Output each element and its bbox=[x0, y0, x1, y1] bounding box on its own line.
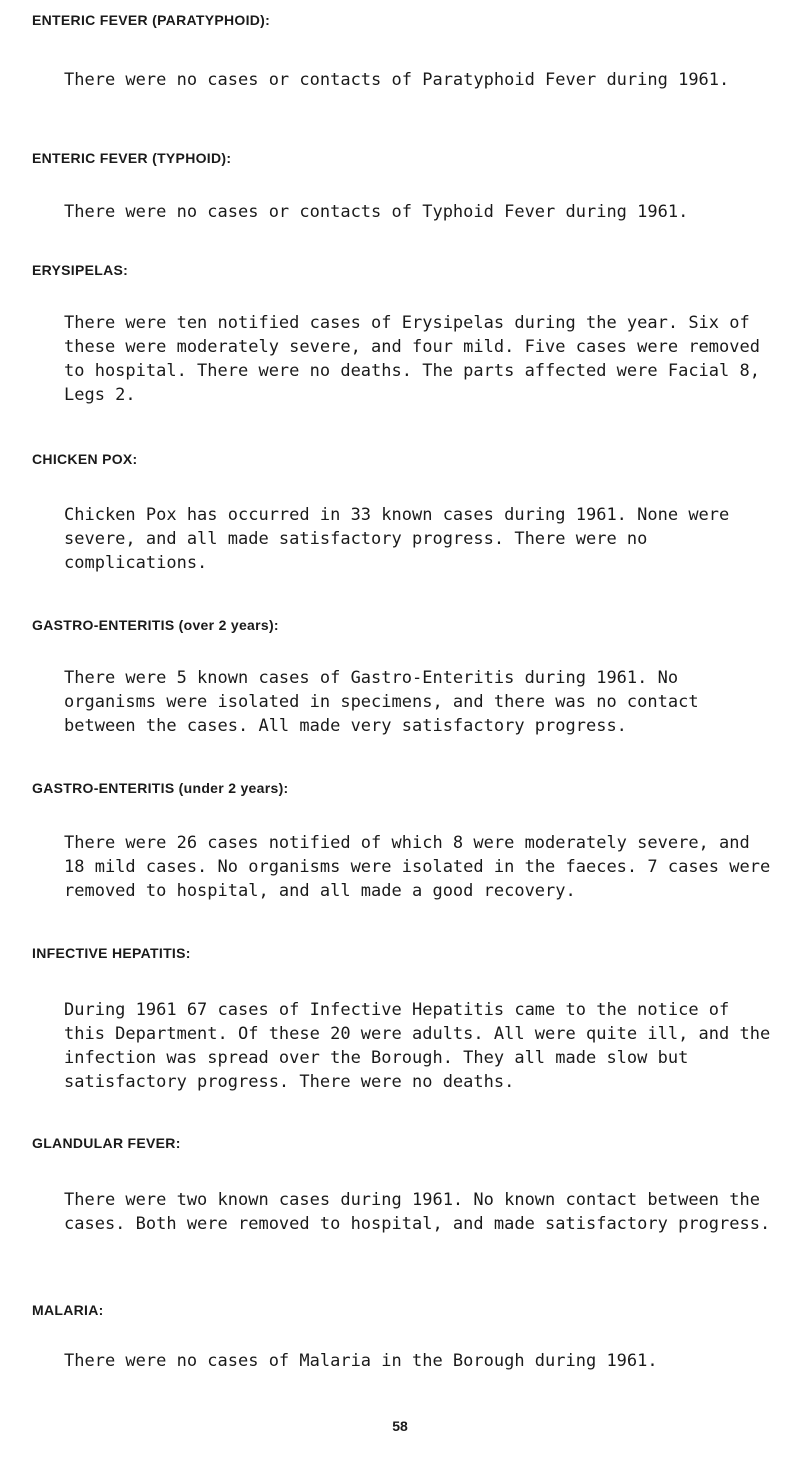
heading-paratyphoid: ENTERIC FEVER (PARATYPHOID): bbox=[32, 12, 271, 28]
paragraph-infective-hepatitis: During 1961 67 cases of Infective Hepatitis came to the notice of this Department. Of these 20 were adults. All were quite ill, and the infection was spread over the Borough. They all made slow but satisfactory progress. There were no deaths. bbox=[64, 1000, 771, 1092]
paragraph-paratyphoid: There were no cases or contacts of Paratyphoid Fever during 1961. bbox=[64, 70, 730, 90]
page-number: 58 bbox=[392, 1418, 408, 1434]
heading-chicken-pox: CHICKEN POX: bbox=[32, 451, 138, 467]
heading-glandular-fever: GLANDULAR FEVER: bbox=[32, 1135, 181, 1151]
heading-malaria: MALARIA: bbox=[32, 1302, 104, 1318]
paragraph-erysipelas: There were ten notified cases of Erysipelas during the year. Six of these were moderately severe, and four mild. Five cases were removed to hospital. There were no deaths. The parts affected were Facial 8, Legs 2. bbox=[64, 313, 760, 405]
heading-erysipelas: ERYSIPELAS: bbox=[32, 262, 129, 278]
paragraph-malaria: There were no cases of Malaria in the Borough during 1961. bbox=[64, 1351, 658, 1371]
heading-typhoid: ENTERIC FEVER (TYPHOID): bbox=[32, 150, 232, 166]
paragraph-gastro-enteritis-over-2: There were 5 known cases of Gastro-Enteritis during 1961. No organisms were isolated in specimens, and there was no contact between the cases. All made very satisfactory progress. bbox=[64, 668, 699, 736]
heading-infective-hepatitis: INFECTIVE HEPATITIS: bbox=[32, 945, 191, 961]
heading-gastro-enteritis-over-2: GASTRO-ENTERITIS (over 2 years): bbox=[32, 617, 279, 633]
paragraph-chicken-pox: Chicken Pox has occurred in 33 known cases during 1961. None were severe, and all made satisfactory progress. There were no complications. bbox=[64, 505, 730, 573]
paragraph-gastro-enteritis-under-2: There were 26 cases notified of which 8 were moderately severe, and 18 mild cases. No organisms were isolated in the faeces. 7 cases were removed to hospital, and all made a good recovery. bbox=[64, 833, 771, 901]
heading-gastro-enteritis-under-2: GASTRO-ENTERITIS (under 2 years): bbox=[32, 780, 289, 796]
paragraph-glandular-fever: There were two known cases during 1961. No known contact between the cases. Both were removed to hospital, and made satisfactory progress. bbox=[64, 1190, 771, 1234]
paragraph-typhoid: There were no cases or contacts of Typhoid Fever during 1961. bbox=[64, 202, 689, 222]
